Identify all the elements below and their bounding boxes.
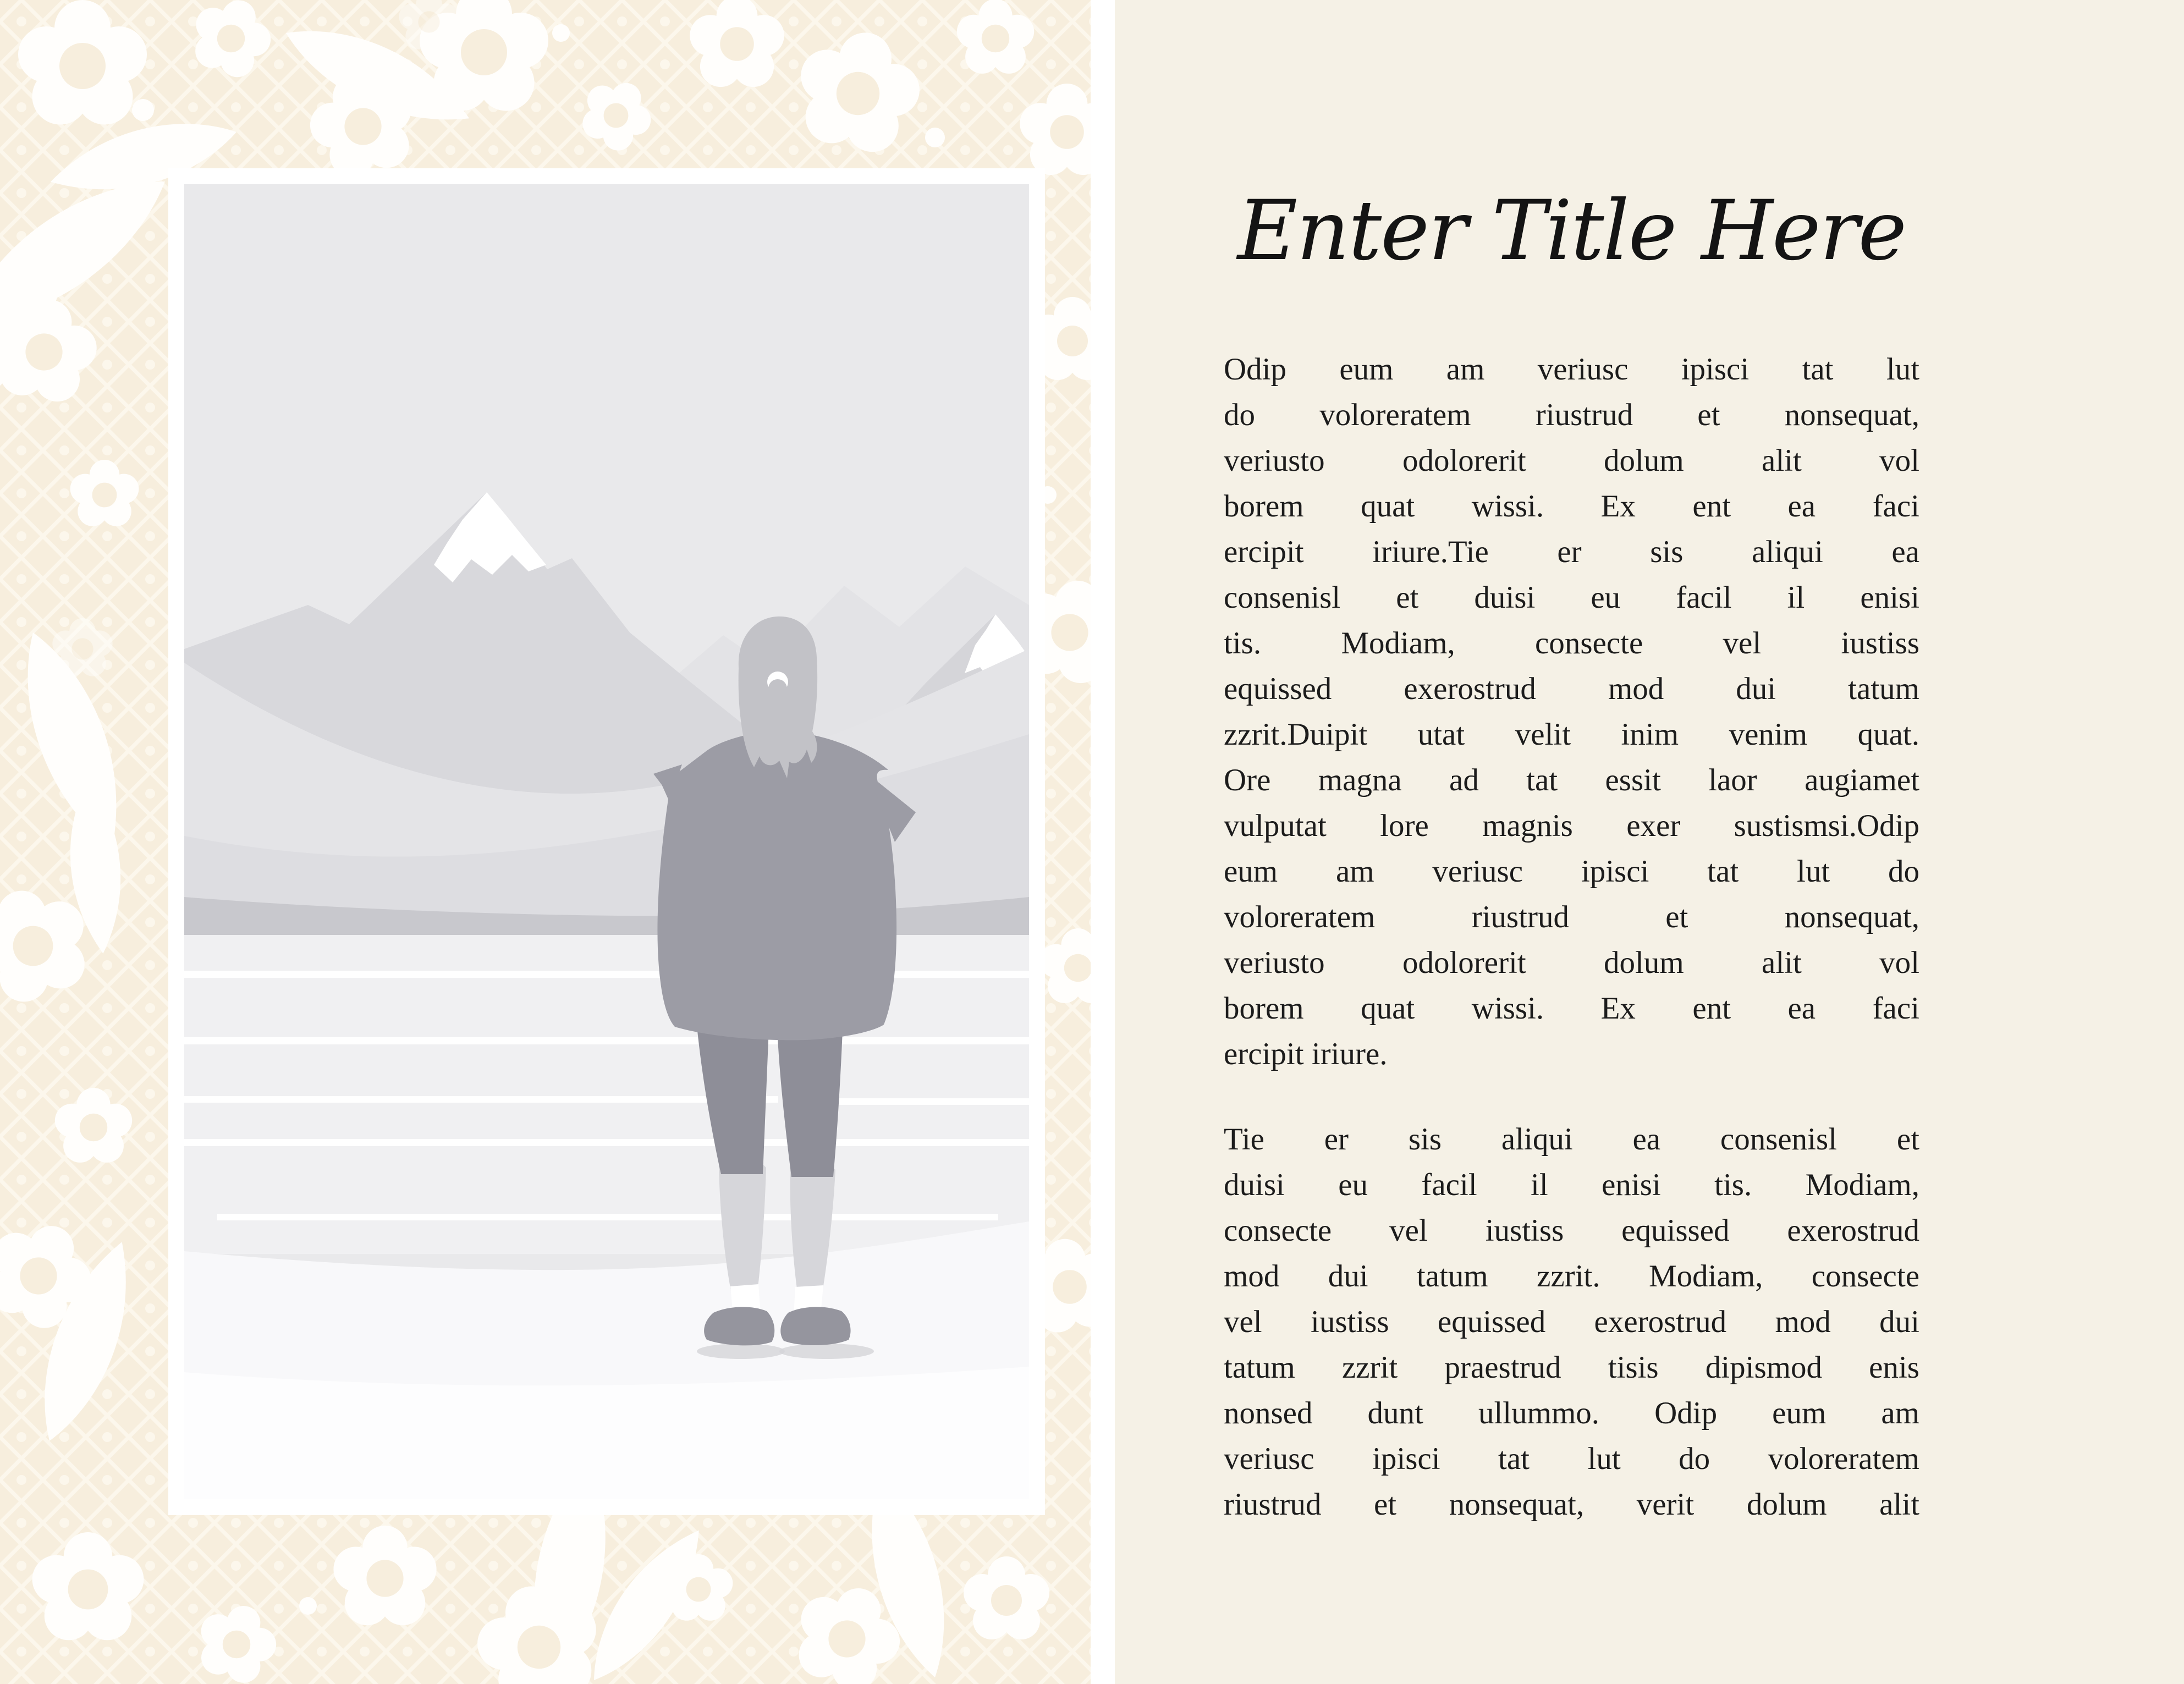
body-line: zzrit.Duipit utat velit inim venim quat. (1224, 717, 1919, 752)
body-line: consenisl et duisi eu facil il enisi (1224, 580, 1919, 615)
body-line: veriusto odolorerit dolum alit vol (1224, 443, 1919, 478)
body-line: tis. Modiam, consecte vel iustiss (1224, 626, 1919, 661)
body-line: Tie er sis aliqui ea consenisl et (1224, 1122, 1919, 1157)
body-line: equissed exerostrud mod dui tatum (1224, 672, 1919, 706)
body-line: borem quat wissi. Ex ent ea faci (1224, 489, 1919, 524)
body-line: veriusto odolorerit dolum alit vol (1224, 945, 1919, 980)
body-line: do voloreratem riustrud et nonsequat, (1224, 398, 1919, 432)
body-line: voloreratem riustrud et nonsequat, (1224, 900, 1919, 934)
photo (184, 184, 1029, 1499)
title-placeholder[interactable]: Enter Title Here (1237, 183, 1906, 279)
page-divider (1091, 0, 1115, 1684)
body-line: riustrud et nonsequat, verit dolum alit (1224, 1487, 1919, 1522)
foreground-snow (184, 1367, 1029, 1499)
body-line: ercipit iriure.Tie er sis aliqui ea (1224, 535, 1919, 569)
paragraph[interactable] (1224, 346, 1919, 1077)
lake-water (184, 935, 1029, 1254)
body-line: Odip eum am veriusc ipisci tat lut (1224, 352, 1919, 387)
right-shoe (780, 1307, 850, 1345)
hair-clip-cutout (768, 679, 787, 698)
body-line: consecte vel iustiss equissed exerostrud (1224, 1213, 1919, 1248)
body-line: eum am veriusc ipisci tat lut do (1224, 854, 1919, 889)
body-line: vulputat lore magnis exer sustismsi.Odip (1224, 808, 1919, 843)
body-line: duisi eu facil il enisi tis. Modiam, (1224, 1168, 1919, 1202)
floral-lace-panel (0, 0, 1091, 1684)
body-line: ercipit iriure. (1224, 1037, 1388, 1071)
paragraph[interactable] (1224, 1116, 1919, 1527)
body-line: nonsed dunt ullummo. Odip eum am (1224, 1396, 1919, 1430)
body-line: veriusc ipisci tat lut do voloreratem (1224, 1441, 1919, 1476)
left-shoe (704, 1307, 774, 1345)
body-line: mod dui tatum zzrit. Modiam, consecte (1224, 1259, 1919, 1294)
body-line: Ore magna ad tat essit laor augiamet (1224, 763, 1919, 797)
jacket (657, 730, 896, 1041)
photo-placeholder-frame[interactable] (168, 168, 1045, 1515)
body-line: tatum zzrit praestrud tisis dipismod enis (1224, 1350, 1919, 1385)
hiker-mountain-illustration (184, 184, 1029, 1499)
body-line: vel iustiss equissed exerostrud mod dui (1224, 1305, 1919, 1339)
text-page (1115, 0, 2184, 1684)
body-line: borem quat wissi. Ex ent ea faci (1224, 991, 1919, 1026)
body-text (1224, 346, 1919, 1527)
